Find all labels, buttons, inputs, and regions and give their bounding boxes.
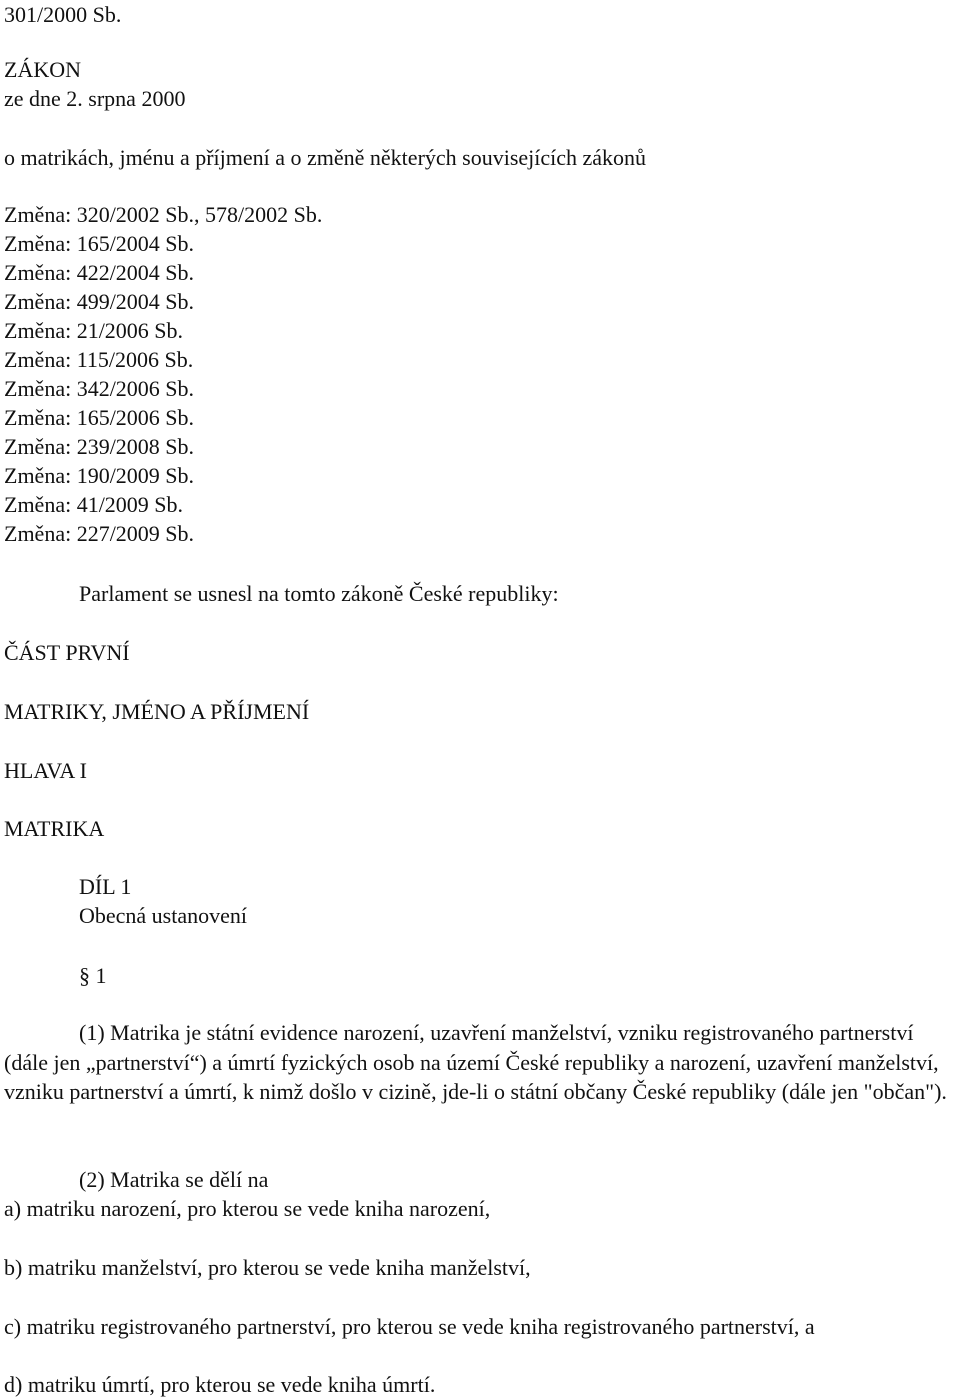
list-item: d) matriku úmrtí, pro kterou se vede kniha úmrtí. [4, 1372, 436, 1397]
preamble: Parlament se usnesl na tomto zákoně České republiky: [79, 581, 559, 606]
list-item: b) matriku manželství, pro kterou se vede kniha manželství, [4, 1255, 531, 1280]
part-title: MATRIKY, JMÉNO A PŘÍJMENÍ [4, 699, 310, 724]
paragraph-1 [4, 1018, 960, 1107]
amendment-item: Změna: 165/2006 Sb. [4, 405, 195, 430]
amendment-item: Změna: 21/2006 Sb. [4, 318, 184, 343]
list-item: c) matriku registrovaného partnerství, pro kterou se vede kniha registrovaného partnerství, a [4, 1314, 815, 1339]
amendment-item: Změna: 227/2009 Sb. [4, 521, 195, 546]
amendment-item: Změna: 41/2009 Sb. [4, 492, 184, 517]
law-type: ZÁKON [4, 57, 81, 82]
division-title: Obecná ustanovení [79, 903, 247, 928]
amendment-item: Změna: 115/2006 Sb. [4, 347, 194, 372]
law-date: ze dne 2. srpna 2000 [4, 86, 186, 111]
amendment-item: Změna: 239/2008 Sb. [4, 434, 195, 459]
paragraph-1-text: (1) Matrika je státní evidence narození, uzavření manželství, vzniku registrovaného partnerství (dále jen „partnerství“) a úmrtí fyzických osob na území České republiky a narození, uzavření manželství, vzniku partnerství a úmrtí, k nimž došlo v cizině, jde-li o státní občany České republiky (dále jen "občan"). [4, 1020, 947, 1104]
amendment-item: Změna: 320/2002 Sb., 578/2002 Sb. [4, 202, 323, 227]
chapter-title: MATRIKA [4, 816, 105, 841]
amendment-item: Změna: 499/2004 Sb. [4, 289, 195, 314]
chapter-label: HLAVA I [4, 758, 87, 783]
part-label: ČÁST PRVNÍ [4, 640, 130, 665]
amendment-item: Změna: 422/2004 Sb. [4, 260, 195, 285]
division-label: DÍL 1 [79, 874, 132, 899]
amendment-item: Změna: 165/2004 Sb. [4, 231, 195, 256]
list-item: a) matriku narození, pro kterou se vede kniha narození, [4, 1196, 491, 1221]
law-number: 301/2000 Sb. [4, 2, 122, 27]
section-heading: § 1 [79, 963, 107, 988]
amendment-item: Změna: 342/2006 Sb. [4, 376, 195, 401]
paragraph-2-intro: (2) Matrika se dělí na [79, 1167, 269, 1192]
law-subject: o matrikách, jménu a příjmení a o změně některých souvisejících zákonů [4, 145, 647, 170]
amendment-item: Změna: 190/2009 Sb. [4, 463, 195, 488]
